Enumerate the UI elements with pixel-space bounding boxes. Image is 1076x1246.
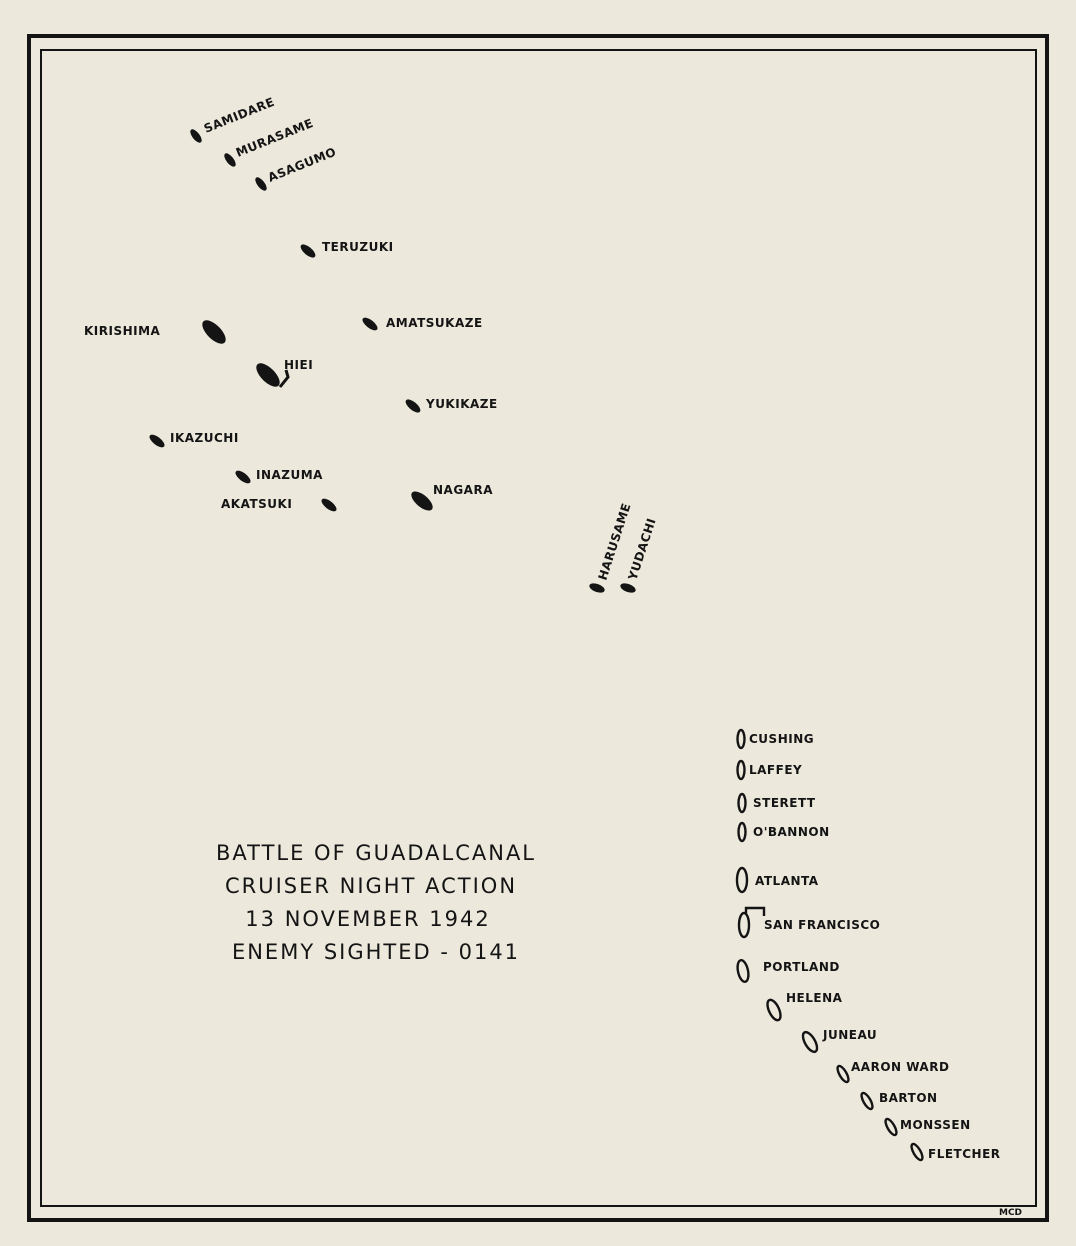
ship-marker [859, 1091, 874, 1110]
ship-label: TERUZUKI [322, 240, 394, 254]
ship-helena [765, 991, 843, 1022]
ship-label: IKAZUCHI [170, 431, 239, 445]
ship-label: CUSHING [749, 732, 815, 746]
ship-label: MONSSEN [900, 1118, 971, 1132]
ship-label: O'BANNON [753, 825, 830, 839]
ship-akatsuki [221, 496, 339, 513]
title-line-2: CRUISER NIGHT ACTION [224, 874, 518, 898]
title-line-3: 13 NOVEMBER 1942 [245, 907, 491, 931]
ship-label: ASAGUMO [265, 144, 339, 185]
inner-frame [41, 50, 1036, 1206]
ship-label: YUKIKAZE [426, 397, 498, 411]
ship-label: LAFFEY [749, 763, 803, 777]
ship-marker [765, 998, 783, 1022]
ship-ikazuchi [147, 431, 238, 450]
ship-label: SAMIDARE [201, 94, 277, 136]
ship-marker [800, 1030, 820, 1054]
ship-sterett [739, 794, 816, 812]
ship-label: HIEI [284, 358, 314, 372]
ship-label: MURASAME [233, 115, 316, 160]
ship-label: BARTON [879, 1091, 938, 1105]
ship-amatsukaze [360, 315, 482, 332]
ship-marker [253, 175, 269, 192]
ship-marker [738, 761, 745, 779]
ship-label: HARUSAME [595, 501, 634, 582]
ship-label: INAZUMA [256, 468, 323, 482]
ship-yukikaze [404, 397, 498, 415]
ship-label: AMATSUKAZE [386, 316, 483, 330]
ship-marker [619, 582, 637, 595]
ship-obannon [739, 823, 830, 841]
ship-nagara [408, 483, 493, 514]
ship-label: ATLANTA [755, 874, 819, 888]
ship-label: SAN FRANCISCO [764, 918, 881, 932]
ship-cushing [738, 730, 815, 748]
title-line-4: ENEMY SIGHTED - 0141 [231, 940, 521, 964]
ship-marker [909, 1142, 924, 1161]
ship-fletcher [909, 1142, 1000, 1161]
ship-label: AKATSUKI [221, 497, 293, 511]
outer-frame [29, 36, 1047, 1220]
ship-marker [233, 468, 252, 485]
ship-marker [739, 794, 746, 812]
ship-label: FLETCHER [928, 1147, 1001, 1161]
ship-flag [746, 908, 764, 916]
ship-marker [588, 582, 606, 595]
ship-label: AARON WARD [851, 1060, 950, 1074]
ship-marker [739, 913, 749, 937]
ship-marker [252, 359, 283, 390]
ship-marker [188, 127, 204, 144]
ship-atlanta [737, 868, 819, 892]
ship-label: JUNEAU [823, 1028, 878, 1042]
ship-barton [859, 1091, 937, 1111]
ship-label: KIRISHIMA [84, 324, 161, 338]
ship-label: NAGARA [433, 483, 493, 497]
ship-monssen [883, 1117, 970, 1136]
us-force [736, 730, 1001, 1162]
ship-marker [737, 868, 747, 892]
ship-asagumo [253, 145, 338, 193]
ship-marker [739, 823, 746, 841]
ship-teruzuki [299, 240, 394, 260]
ship-marker [736, 959, 750, 983]
ship-marker [299, 242, 318, 260]
ship-juneau [800, 1028, 877, 1054]
title-line-1: BATTLE OF GUADALCANAL [215, 841, 537, 865]
ship-marker [147, 432, 166, 449]
ship-marker [198, 316, 229, 347]
ship-marker [319, 496, 338, 513]
ship-harusame [588, 501, 634, 594]
ship-label: PORTLAND [763, 960, 840, 974]
ship-marker [408, 488, 436, 514]
japanese-force [84, 95, 659, 595]
ship-laffey [738, 761, 803, 779]
ship-marker [835, 1064, 850, 1083]
ship-marker [738, 730, 745, 748]
ship-portland [736, 959, 840, 983]
ship-marker [404, 397, 423, 415]
ship-aaron-ward [835, 1060, 949, 1084]
ship-label: HELENA [786, 991, 843, 1005]
ship-wake [280, 370, 288, 387]
ship-label: STERETT [753, 796, 816, 810]
ship-marker [883, 1117, 898, 1136]
cartographer-initials: MCD [999, 1208, 1023, 1218]
ship-san-francisco [739, 908, 880, 937]
ship-marker [360, 315, 379, 332]
ship-hiei [252, 358, 313, 391]
ship-label: YUDACHI [625, 516, 659, 582]
ship-kirishima [84, 316, 230, 347]
ship-inazuma [233, 468, 323, 486]
ship-marker [222, 151, 238, 168]
map-title [216, 841, 536, 964]
